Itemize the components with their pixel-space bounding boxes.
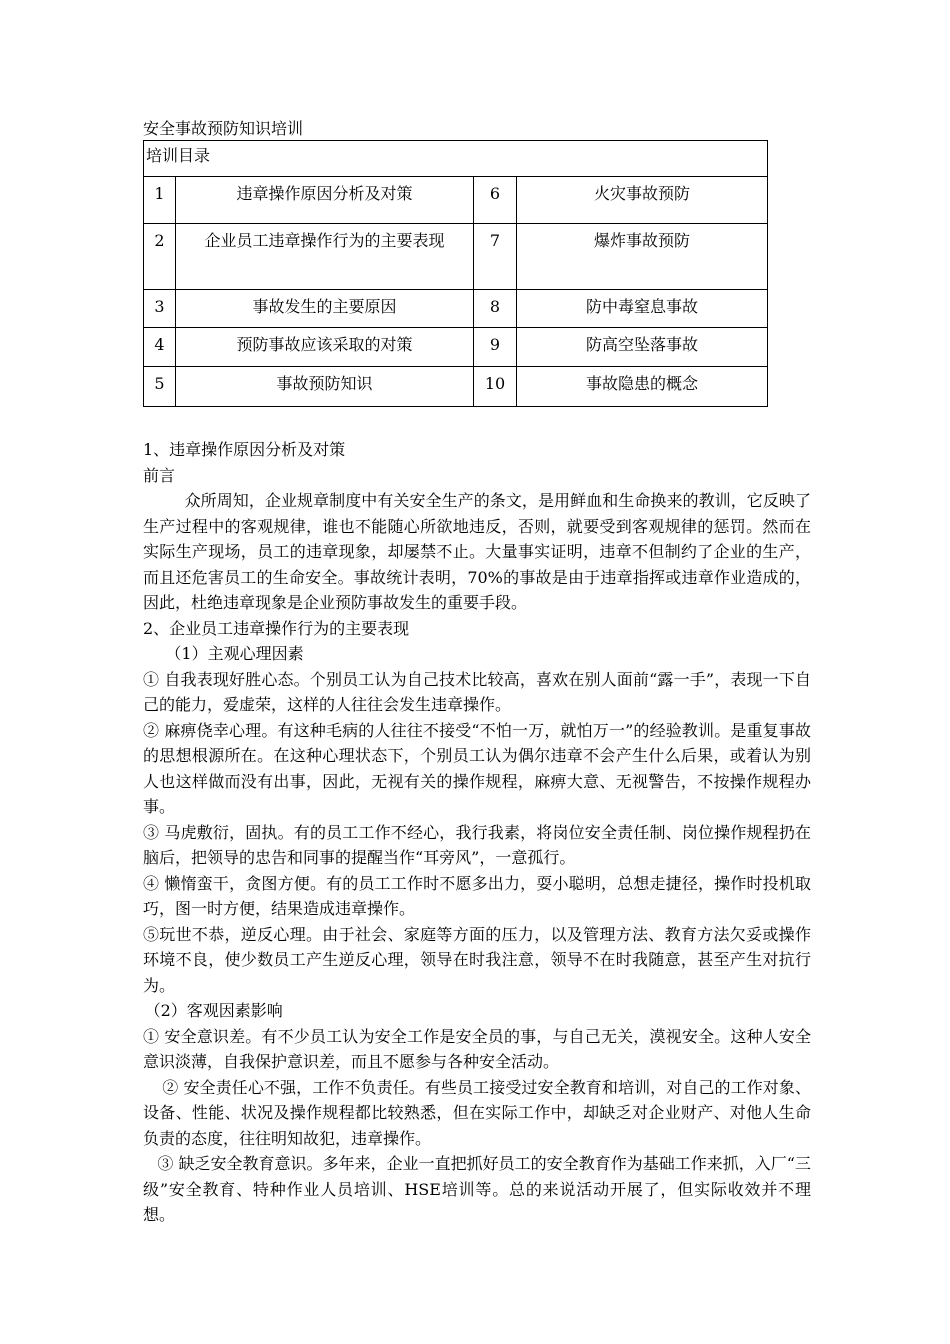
toc-number: 6 (474, 177, 517, 224)
list-item: ③ 马虎敷衍，固执。有的员工工作不经心，我行我素，将岗位安全责任制、岗位操作规程扔在脑后，把领导的忠告和同事的提醒当作“耳旁风”，一意孤行。 (143, 822, 811, 867)
table-header-row (144, 141, 768, 177)
list-item: ⑤玩世不恭，逆反心理。由于社会、家庭等方面的压力，以及管理方法、教育方法欠妥或操作环境不良，使少数员工产生逆反心理，领导在时我注意，领导不在时我随意，甚至产生对抗行为。 (143, 924, 811, 995)
toc-number: 10 (474, 367, 517, 407)
document-title: 安全事故预防知识培训 (143, 119, 304, 138)
list-item: ④ 懒惰蛮干，贪图方便。有的员工工作时不愿多出力，耍小聪明，总想走捷径，操作时投机取巧，图一时方便，结果造成违章操作。 (143, 873, 811, 918)
table-row (144, 224, 768, 290)
list-item: ① 自我表现好胜心态。个别员工认为自己技术比较高，喜欢在别人面前“露一手”，表现一下自己的能力，爱虚荣，这样的人往往会发生违章操作。 (143, 669, 811, 714)
subsection-heading: （1）主观心理因素 (165, 644, 304, 663)
toc-item: 违章操作原因分析及对策 (176, 177, 474, 224)
toc-number: 5 (144, 367, 176, 407)
section-heading: 1、违章操作原因分析及对策 (143, 440, 346, 459)
list-item: ② 麻痹侥幸心理。有这种毛病的人往往不接受“不怕一万，就怕万一”的经验教训。是重复事故的思想根源所在。在这种心理状态下，个别员工认为偶尔违章不会产生什么后果，或着认为别人也这样做而没有出事，因此，无视有关的操作规程，麻痹大意、无视警告，不按操作规程办事。 (143, 720, 811, 816)
toc-item: 防高空坠落事故 (517, 328, 768, 367)
toc-item: 事故预防知识 (176, 367, 474, 407)
toc-number: 8 (474, 290, 517, 328)
table-row (144, 177, 768, 224)
list-item: ① 安全意识差。有不少员工认为安全工作是安全员的事，与自己无关，漠视安全。这种人安全意识淡薄，自我保护意识差，而且不愿参与各种安全活动。 (143, 1026, 811, 1071)
table-row (144, 367, 768, 407)
toc-number: 3 (144, 290, 176, 328)
training-contents-table (143, 140, 768, 407)
table-row (144, 328, 768, 367)
document-body (143, 437, 811, 1228)
toc-item: 事故发生的主要原因 (176, 290, 474, 328)
preface-paragraph: 众所周知，企业规章制度中有关安全生产的条文，是用鲜血和生命换来的教训，它反映了生产过程中的客观规律，谁也不能随心所欲地违反，否则，就要受到客观规律的惩罚。然而在实际生产现场，员工的违章现象，却屡禁不止。大量事实证明，违章不但制约了企业的生产，而且还危害员工的生命安全。事故统计表明，70%的事故是由于违章指挥或违章作业造成的，因此，杜绝违章现象是企业预防事故发生的重要手段。 (143, 491, 811, 612)
toc-item: 火灾事故预防 (517, 177, 768, 224)
subsection-heading: （2）客观因素影响 (144, 1001, 283, 1020)
section-heading: 2、企业员工违章操作行为的主要表现 (143, 618, 410, 638)
table-row (144, 290, 768, 328)
toc-number: 2 (144, 224, 176, 290)
toc-number: 7 (474, 224, 517, 290)
list-item: ② 安全责任心不强，工作不负责任。有些员工接受过安全教育和培训，对自己的工作对象、设备、性能、状况及操作规程都比较熟悉，但在实际工作中，却缺乏对企业财产、对他人生命负责的态度，往往明知故犯，违章操作。 (143, 1077, 811, 1148)
table-header: 培训目录 (144, 141, 768, 177)
toc-item: 事故隐患的概念 (517, 367, 768, 407)
toc-item: 爆炸事故预防 (517, 224, 768, 290)
toc-item: 防中毒窒息事故 (517, 290, 768, 328)
list-item: ③ 缺乏安全教育意识。多年来，企业一直把抓好员工的安全教育作为基础工作来抓，入厂“三级”安全教育、特种作业人员培训、HSE培训等。总的来说活动开展了，但实际收效并不理想。 (143, 1154, 811, 1224)
toc-item: 预防事故应该采取的对策 (176, 328, 474, 367)
toc-item: 企业员工违章操作行为的主要表现 (176, 224, 474, 290)
preface-label: 前言 (143, 465, 176, 485)
toc-number: 1 (144, 177, 176, 224)
toc-number: 4 (144, 328, 176, 367)
toc-number: 9 (474, 328, 517, 367)
